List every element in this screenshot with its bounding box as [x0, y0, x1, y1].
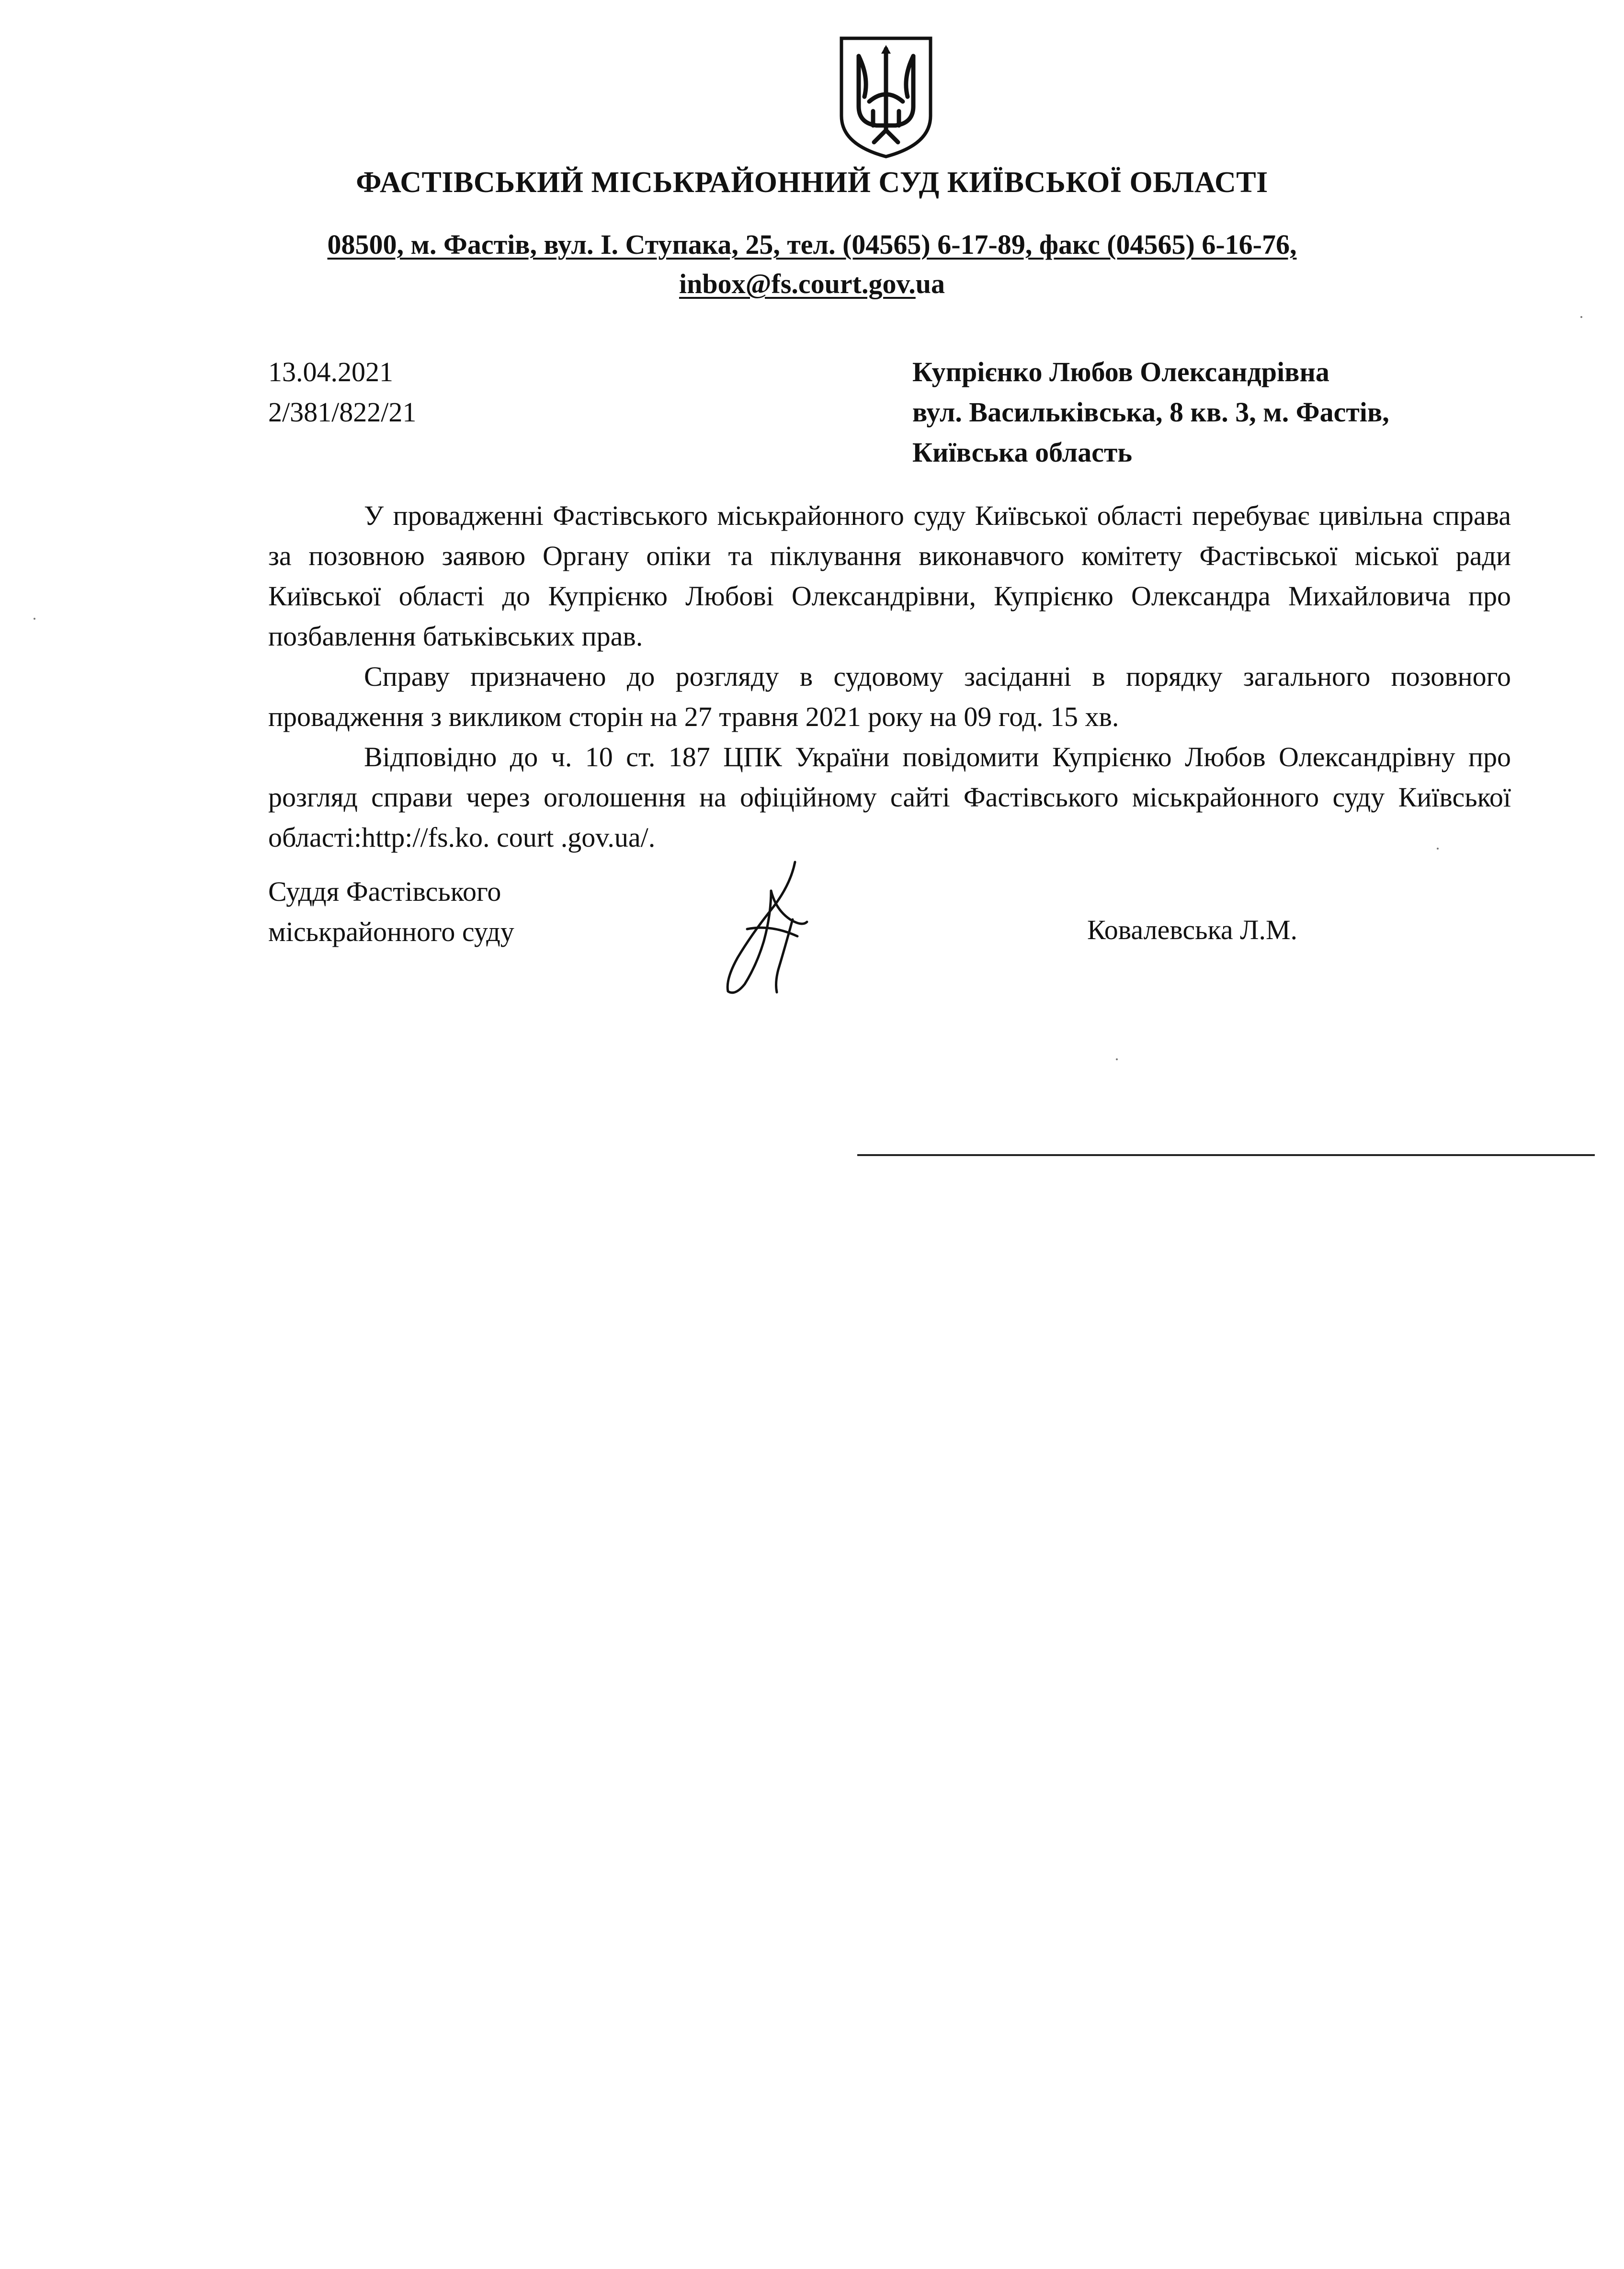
recipient-address-line-2: Київська область	[912, 437, 1133, 468]
judge-title-line-2: міськрайонного суду	[268, 916, 514, 947]
body-paragraph: Справу призначено до розгляду в судовому засіданні в порядку загального позовного провадження з викликом сторін на 27 травня 2021 року на 09 год. 15 хв.	[268, 661, 1511, 732]
case-number: 2/381/822/21	[268, 397, 417, 428]
body-paragraph: Відповідно до ч. 10 ст. 187 ЦПК України повідомити Купрієнко Любов Олександрівну про розгляд справи через оголошення на офіційному сайті Фастівського міськрайонного суду Київської області:http://fs.ko. court .gov.ua/.	[268, 741, 1511, 853]
scan-speck	[34, 618, 35, 620]
document-meta	[268, 352, 416, 432]
body-paragraph: У провадженні Фастівського міськрайонного суду Київської області перебуває цивільна справа за позовною заявою Органу опіки та піклування виконавчого комітету Фастівської міської ради Київської області до Купрієнко Любові Олександрівни, Купрієнко Олександра Михайловича про позбавлення батьківських прав.	[268, 500, 1511, 652]
court-address	[0, 225, 1624, 304]
court-address-line: 08500, м. Фастів, вул. І. Ступака, 25, тел. (04565) 6-17-89, факс (04565) 6-16-76,	[327, 229, 1297, 260]
recipient-address-line-1: вул. Васильківська, 8 кв. 3, м. Фастів,	[912, 397, 1389, 428]
recipient-block	[912, 352, 1389, 473]
judge-title-line-1: Суддя Фастівського	[268, 876, 501, 907]
recipient-name: Купрієнко Любов Олександрівна	[912, 356, 1329, 387]
notice-body	[268, 496, 1511, 858]
judge-title	[268, 872, 514, 952]
scan-speck	[1580, 316, 1582, 318]
court-email-link[interactable]: inbox@fs.court.gov.	[679, 268, 916, 299]
court-name: ФАСТІВСЬКИЙ МІСЬКРАЙОННИЙ СУД КИЇВСЬКОЇ ОБЛАСТІ	[356, 166, 1268, 199]
scan-speck	[1116, 1058, 1118, 1060]
ukraine-trident-emblem-icon	[836, 34, 936, 159]
judge-name: Ковалевська Л.М.	[1087, 914, 1298, 945]
scan-speck	[1437, 848, 1439, 850]
handwritten-signature	[699, 857, 829, 996]
court-email-tail: ua	[915, 268, 945, 299]
document-date: 13.04.2021	[268, 356, 393, 387]
divider-line	[857, 1154, 1595, 1156]
